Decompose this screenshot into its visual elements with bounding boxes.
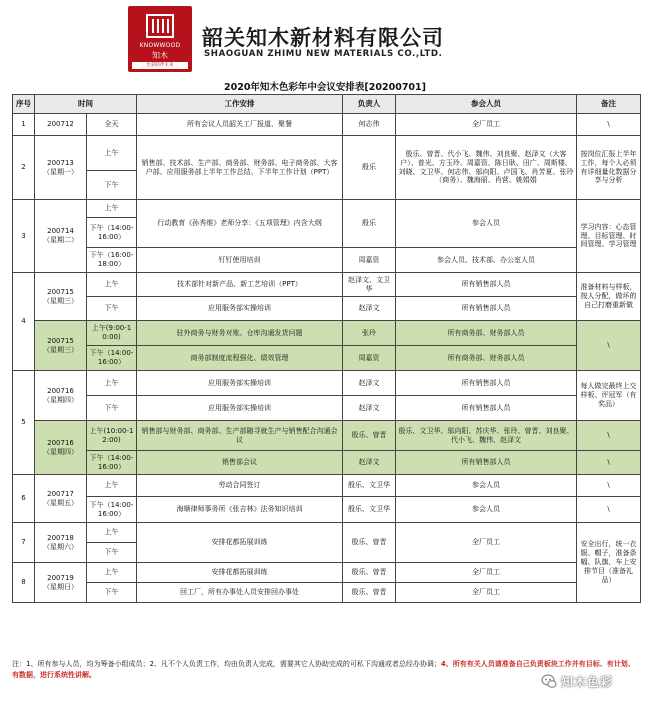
row-number: 2 [13, 136, 35, 200]
work-cell: 销售部会议 [137, 451, 343, 475]
work-cell: 所有会议人员韶关工厂报道、聚餐 [137, 114, 343, 136]
owner-cell: 赵泽文、文卫华 [343, 273, 396, 297]
period-cell: 上午 [87, 371, 137, 396]
owner-cell: 张玲 [343, 321, 396, 346]
row-number: 3 [13, 200, 35, 273]
attendees-cell: 全厂员工 [396, 563, 577, 583]
period-cell: 上午(9:00-10:00) [87, 321, 137, 346]
table-row-highlighted [13, 451, 641, 475]
date-cell: 200712 [35, 114, 87, 136]
work-cell: 驻外商务与财务对账、仓库沟通发货问题 [137, 321, 343, 346]
row-number: 5 [13, 371, 35, 475]
owner-cell: 殷乐、曾晋 [343, 563, 396, 583]
attendees-cell: 参会人员 [396, 497, 577, 523]
col-header-no: 序号 [13, 95, 35, 114]
note-cell: 安全出行，统一衣服、帽子，准备条幅、队旗，车上安排节目（准备礼品） [577, 523, 641, 603]
attendees-cell: 所有销售部人员 [396, 396, 577, 421]
work-cell: 海顺律师事务所《张吉林》法务知识培训 [137, 497, 343, 523]
work-cell: 安排花都拓展训练 [137, 563, 343, 583]
owner-cell: 殷乐、文卫华 [343, 497, 396, 523]
table-header-row [13, 95, 641, 114]
period-cell: 全天 [87, 114, 137, 136]
wechat-icon [541, 673, 557, 689]
owner-cell: 殷乐、文卫华 [343, 475, 396, 497]
period-cell: 下午 [87, 171, 137, 200]
table-row [13, 136, 641, 171]
col-header-notes: 备注 [577, 95, 641, 114]
note-cell: \ [577, 114, 641, 136]
note-cell: \ [577, 321, 641, 371]
date-cell: 200715 （星期三） [35, 273, 87, 321]
row-number: 4 [13, 273, 35, 371]
table-row [13, 497, 641, 523]
note-cell: \ [577, 497, 641, 523]
attendees-cell: 全厂员工 [396, 523, 577, 563]
owner-cell: 殷乐、曾晋 [343, 583, 396, 603]
row-number: 7 [13, 523, 35, 563]
header [0, 0, 650, 72]
work-cell: 商务部制度流程强化、绩效管理 [137, 346, 343, 371]
work-cell: 应用服务部实操培训 [137, 297, 343, 321]
owner-cell: 殷乐、曾晋 [343, 421, 396, 451]
attendees-cell: 全厂员工 [396, 114, 577, 136]
attendees-cell: 殷乐、文卫华、邬向阳、苏庆华、张玲、曾晋、刘良聚、代小飞、魏伟、赵泽文 [396, 421, 577, 451]
note-cell: 学习内容：心态管理、目标管理、时间管理、学习管理 [577, 200, 641, 273]
company-logo [128, 6, 192, 72]
date-cell: 200716 （星期四） [35, 421, 87, 475]
work-cell: 应用服务部实操培训 [137, 371, 343, 396]
period-cell: 下午（14:00-16:00） [87, 346, 137, 371]
footnote-text: 注：1、所有参与人员，均为筹备小组成员；2、凡不个人负责工作，均由负责人完成，需要其它人协助完成的可私下沟通或者总经办协调； [12, 660, 441, 668]
attendees-cell: 参会人员 [396, 475, 577, 497]
logo-text-cn: 知木 [152, 51, 168, 60]
date-cell: 200714 （星期二） [35, 200, 87, 273]
owner-cell: 周嘉资 [343, 248, 396, 273]
owner-cell: 周嘉资 [343, 346, 396, 371]
date-cell: 200719 （星期日） [35, 563, 87, 603]
watermark [541, 672, 641, 690]
table-row [13, 200, 641, 218]
col-header-owner: 负责人 [343, 95, 396, 114]
table-row [13, 583, 641, 603]
col-header-attendees: 参会人员 [396, 95, 577, 114]
owner-cell: 殷乐 [343, 136, 396, 200]
note-cell: 每人做完最终上交样板、评冠军（有奖品） [577, 371, 641, 421]
period-cell: 下午（14:00-16:00） [87, 451, 137, 475]
logo-emblem-icon [143, 13, 177, 41]
table-row [13, 563, 641, 583]
period-cell: 下午（14:00-16:00） [87, 218, 137, 248]
table-row [13, 114, 641, 136]
period-cell: 上午 [87, 523, 137, 543]
work-cell: 劳动合同签订 [137, 475, 343, 497]
attendees-cell: 所有销售部人员 [396, 297, 577, 321]
schedule-table [12, 94, 641, 603]
date-cell: 200716 （星期四） [35, 371, 87, 421]
row-number: 6 [13, 475, 35, 523]
attendees-cell: 所有商务部、财务部人员 [396, 321, 577, 346]
watermark-text: 知木色彩 [561, 675, 614, 689]
period-cell: 上午(10:00-12:00) [87, 421, 137, 451]
date-cell: 200717 （星期五） [35, 475, 87, 523]
table-row-highlighted [13, 421, 641, 451]
logo-tagline: 色彩陪伴未来 [146, 63, 174, 68]
logo-text-en: KNOWWOOD [139, 42, 181, 49]
work-cell: 技术部针对新产品、新工艺培训（PPT） [137, 273, 343, 297]
date-cell: 200713 （星期一） [35, 136, 87, 200]
attendees-cell: 参会人员 [396, 200, 577, 248]
attendees-cell: 参会人员、技术部、办公室人员 [396, 248, 577, 273]
period-cell: 下午（16:00-18:00） [87, 248, 137, 273]
note-cell: 按岗位汇报上半年工作，每个人必须有详细量化数据分享与分析 [577, 136, 641, 200]
work-cell: 应用服务部实操培训 [137, 396, 343, 421]
schedule-title: 2020年知木色彩年中会议安排表[20200701] [223, 82, 426, 93]
attendees-cell: 全厂员工 [396, 583, 577, 603]
table-row [13, 371, 641, 396]
attendees-cell: 所有销售部人员 [396, 371, 577, 396]
period-cell: 下午 [87, 543, 137, 563]
owner-cell: 赵泽文 [343, 451, 396, 475]
period-cell: 上午 [87, 273, 137, 297]
period-cell: 下午 [87, 396, 137, 421]
work-cell: 安排花都拓展训练 [137, 523, 343, 563]
period-cell: 上午 [87, 475, 137, 497]
note-cell: \ [577, 451, 641, 475]
attendees-cell: 所有商务部、财务部人员 [396, 346, 577, 371]
date-cell: 200715 （星期三） [35, 321, 87, 371]
company-name-en: SHAOGUAN ZHIMU NEW MATERIALS CO.,LTD. [204, 49, 443, 59]
table-row [13, 396, 641, 421]
note-cell: 准备材料与样板，按人分配，做坏的自己打磨重新做 [577, 273, 641, 321]
owner-cell: 殷乐 [343, 200, 396, 248]
attendees-cell: 所有销售部人员 [396, 451, 577, 475]
row-number: 8 [13, 563, 35, 603]
period-cell: 上午 [87, 563, 137, 583]
row-number: 1 [13, 114, 35, 136]
owner-cell: 赵泽文 [343, 396, 396, 421]
table-row [13, 273, 641, 297]
table-row-highlighted [13, 346, 641, 371]
owner-cell: 殷乐、曾晋 [343, 523, 396, 563]
owner-cell: 赵泽文 [343, 371, 396, 396]
period-cell: 下午（14:00-16:00） [87, 497, 137, 523]
company-name-cn: 韶关知木新材料有限公司 [202, 26, 444, 50]
owner-cell: 赵泽文 [343, 297, 396, 321]
table-row [13, 248, 641, 273]
period-cell: 下午 [87, 583, 137, 603]
table-row [13, 475, 641, 497]
period-cell: 上午 [87, 136, 137, 171]
period-cell: 上午 [87, 200, 137, 218]
attendees-cell: 殷乐、曾晋、代小飞、魏伟、刘良聚、赵泽文（大客户）、普光、方玉玲、周嘉资、陈日耿、田广、周斯楼、刘晓、文卫华、何志伟、邬向阳、卢国飞、肖芳夏、张玲（商务）、魏海丽、肖营、姚娟娟 [396, 136, 577, 200]
note-cell: \ [577, 475, 641, 497]
date-cell: 200718 （星期六） [35, 523, 87, 563]
work-cell: 行动教育《孙秀维》老师分享：《五项管理》内含大纲 [137, 200, 343, 248]
table-row-highlighted [13, 321, 641, 346]
work-cell: 回工厂，所有办事处人员安排回办事处 [137, 583, 343, 603]
table-row [13, 523, 641, 543]
note-cell: \ [577, 421, 641, 451]
logo-strip [132, 62, 188, 69]
footnote-emphasis: 4、所有有关人员请准备自己负责板块工作并有目标、有计划、有数据，进行系统性讲解。 [12, 660, 635, 679]
work-cell: 钉钉使用培训 [137, 248, 343, 273]
table-row [13, 297, 641, 321]
attendees-cell: 所有销售部人员 [396, 273, 577, 297]
col-header-work: 工作安排 [137, 95, 343, 114]
work-cell: 销售部与财务部、商务部、生产部随寻就生产与销售配合沟通会议 [137, 421, 343, 451]
work-cell: 销售部、技术部、生产部、商务部、财务部、电子商务部、大客户部、应用服务部上半年工作总结、下半年工作计划（PPT） [137, 136, 343, 200]
owner-cell: 何志伟 [343, 114, 396, 136]
period-cell: 下午 [87, 297, 137, 321]
col-header-time: 时间 [35, 95, 137, 114]
